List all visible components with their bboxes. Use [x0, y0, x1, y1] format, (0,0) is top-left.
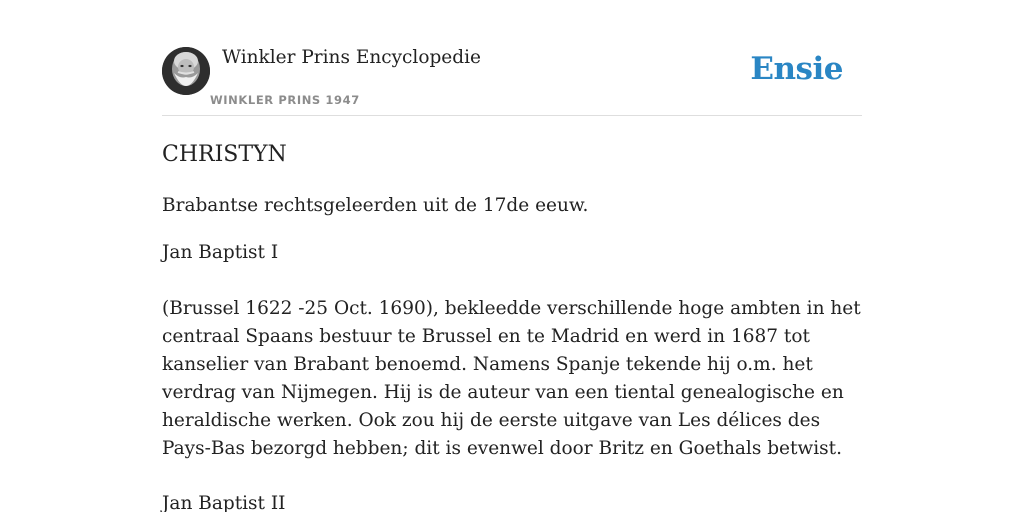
brand-logo[interactable]: Ensie: [750, 51, 843, 87]
publication-name[interactable]: Winkler Prins Encyclopedie: [222, 47, 481, 68]
section-heading: Jan Baptist II: [162, 493, 286, 512]
publication-subtitle[interactable]: WINKLER PRINS 1947: [210, 93, 360, 107]
article-title: CHRISTYN: [162, 142, 287, 167]
section-heading: Jan Baptist I: [162, 242, 279, 263]
bearded-man-portrait-icon: [162, 47, 210, 95]
page: [162, 0, 862, 512]
header: [162, 0, 862, 116]
article-intro: Brabantse rechtsgeleerden uit de 17de eeuw.: [162, 195, 589, 216]
section-body: (Brussel 1622 -25 Oct. 1690), bekleedde verschillende hoge ambten in het centraal Spaans bestuur te Brussel en te Madrid en werd in 1687 tot kanselier van Brabant benoemd. Namens Spanje tekende hij o.m. het verdrag van Nijmegen. Hij is de auteur van een tiental genealogische en heraldische werken. Ook zou hij de eerste uitgave van Les délices des Pays-Bas bezorgd hebben; dit is evenwel door Britz en Goethals betwist.: [162, 298, 861, 459]
publication-avatar[interactable]: [162, 47, 210, 95]
